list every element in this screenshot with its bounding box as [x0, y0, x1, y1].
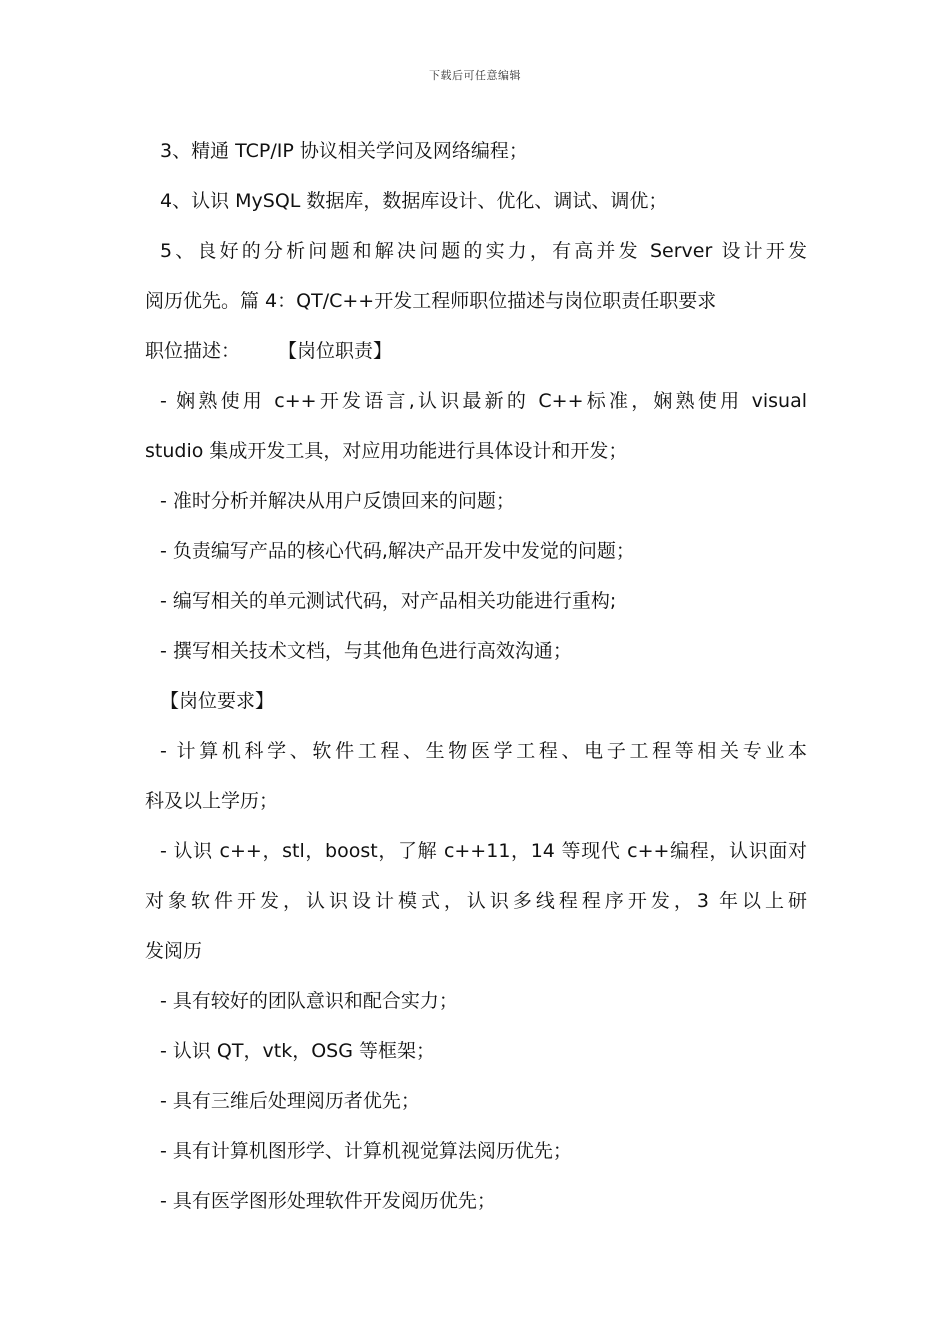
- list-item-line: - 撰写相关技术文档，与其他角色进行高效沟通；: [160, 640, 572, 662]
- paragraph-line: 职位描述： 【岗位职责】: [145, 340, 393, 362]
- list-item-line: 对象软件开发，认识设计模式，认识多线程程序开发，3 年以上研: [145, 890, 807, 912]
- section-heading: 【岗位要求】: [160, 690, 275, 712]
- document-body: [145, 126, 807, 1226]
- paragraph-line: 4、认识 MySQL 数据库，数据库设计、优化、调试、调优；: [160, 190, 668, 212]
- list-item-line: - 计算机科学、软件工程、生物医学工程、电子工程等相关专业本: [160, 740, 807, 762]
- paragraph-line: 阅历优先。篇 4：QT/C++开发工程师职位描述与岗位职责任职要求: [145, 290, 717, 312]
- list-item-line: - 具有较好的团队意识和配合实力；: [160, 990, 458, 1012]
- list-item-line: - 认识 c++，stl，boost，了解 c++11，14 等现代 c++编程，认识面对: [160, 840, 807, 862]
- paragraph-line: 5、良好的分析问题和解决问题的实力，有高并发 Server 设计开发: [160, 240, 807, 262]
- list-item-line: studio 集成开发工具，对应用功能进行具体设计和开发；: [145, 440, 628, 462]
- list-item-line: - 负责编写产品的核心代码,解决产品开发中发觉的问题；: [160, 540, 635, 562]
- list-item-line: - 娴熟使用 c++开发语言,认识最新的 C++标准，娴熟使用 visual: [160, 390, 807, 412]
- list-item-line: 科及以上学历；: [145, 790, 279, 812]
- list-item-line: 发阅历: [145, 940, 203, 962]
- paragraph-line: 3、精通 TCP/IP 协议相关学问及网络编程；: [160, 140, 528, 162]
- list-item-line: - 具有计算机图形学、计算机视觉算法阅历优先；: [160, 1140, 572, 1162]
- list-item-line: - 认识 QT，vtk，OSG 等框架；: [160, 1040, 435, 1062]
- page-header: 下载后可任意编辑: [429, 69, 521, 82]
- list-item-line: - 编写相关的单元测试代码，对产品相关功能进行重构;: [160, 590, 617, 612]
- list-item-line: - 具有三维后处理阅历者优先；: [160, 1090, 420, 1112]
- list-item-line: - 具有医学图形处理软件开发阅历优先；: [160, 1190, 496, 1212]
- list-item-line: - 准时分析并解决从用户反馈回来的问题；: [160, 490, 515, 512]
